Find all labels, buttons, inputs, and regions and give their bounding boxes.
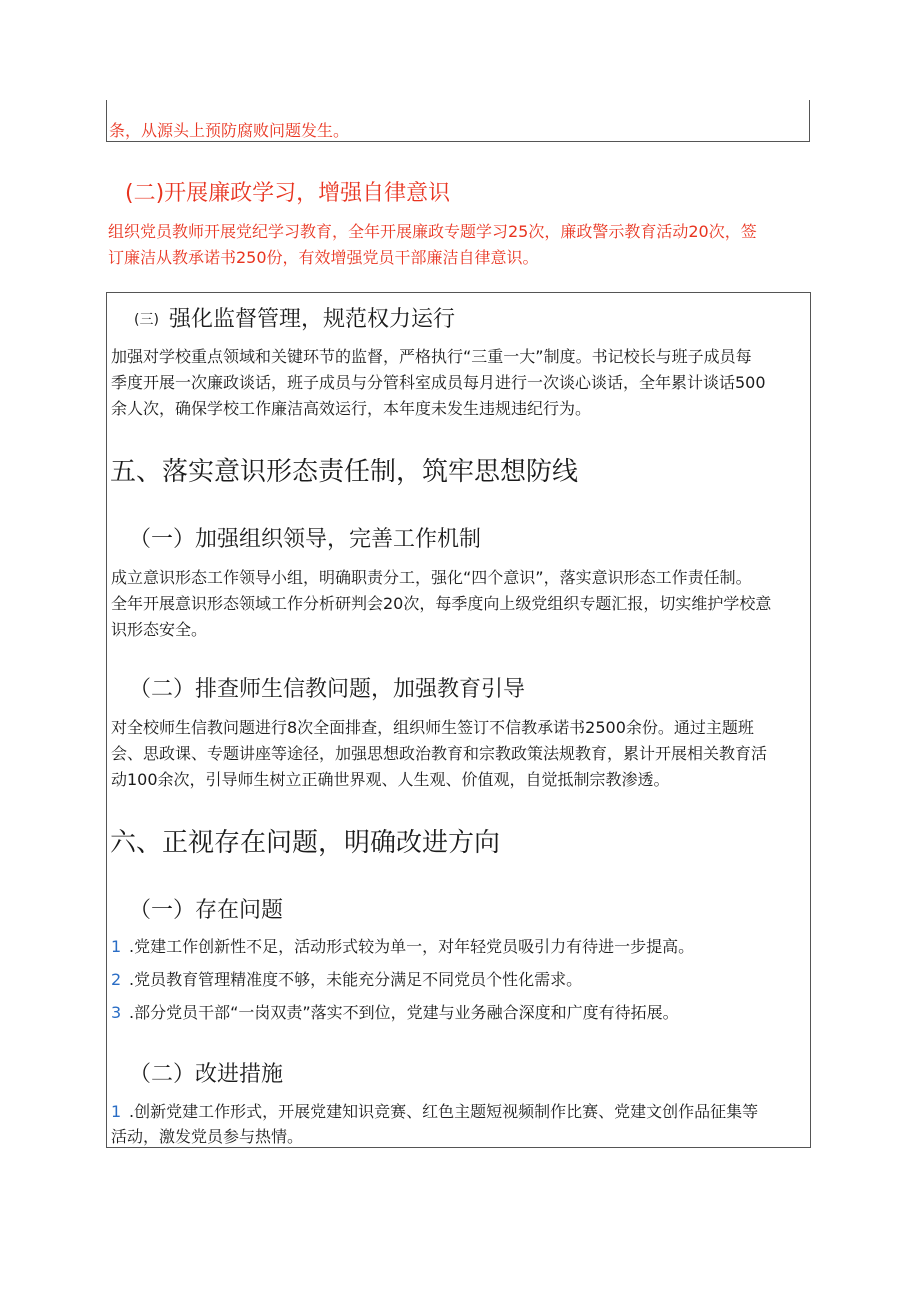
section-number-mark: (三) [134, 312, 159, 328]
list-text-continuation: 活动，激发党员参与热情。 [111, 1127, 304, 1146]
paragraph-line: 识形态安全。 [111, 620, 208, 639]
paragraph-line: 组织党员教师开展党纪学习教育，全年开展廉政专题学习25次，廉政警示教育活动20次，签 [108, 222, 757, 241]
paragraph-line: 季度开展一次廉政谈话，班子成员与分管科室成员每月进行一次谈心谈话，全年累计谈话500 [111, 373, 766, 392]
subsection-heading: （二）改进措施 [129, 1062, 284, 1087]
section-heading-integrity-study: (二)开展廉政学习，增强自律意识 [125, 181, 451, 206]
paragraph-line: 余人次，确保学校工作廉洁高效运行，本年度未发生违规违纪行为。 [111, 399, 592, 418]
list-text: .党员教育管理精准度不够，未能充分满足不同党员个性化需求。 [129, 970, 583, 989]
main-table-cell [106, 292, 811, 1148]
paragraph-line: 成立意识形态工作领导小组，明确职责分工，强化“四个意识”，落实意识形态工作责任制。 [111, 568, 752, 587]
list-number: 2 [111, 970, 122, 989]
paragraph-line: 对全校师生信教问题进行8次全面排查，组织师生签订不信教承诺书2500余份。通过主题班 [111, 718, 754, 737]
list-number: 1 [111, 937, 122, 956]
section-heading-supervision: 强化监督管理，规范权力运行 [169, 307, 456, 332]
top-cell-text: 条，从源头上预防腐败问题发生。 [109, 121, 350, 140]
part-heading-problems: 六、正视存在问题，明确改进方向 [110, 828, 501, 858]
paragraph-line: 动100余次，引导师生树立正确世界观、人生观、价值观，自觉抵制宗教渗透。 [111, 770, 670, 789]
paragraph-line: 会、思政课、专题讲座等途径，加强思想政治教育和宗教政策法规教育，累计开展相关教育活 [111, 744, 768, 763]
top-table-cell [106, 100, 810, 142]
list-text: .创新党建工作形式，开展党建知识竞赛、红色主题短视频制作比赛、党建文创作品征集等 [129, 1102, 759, 1121]
part-heading-ideology: 五、落实意识形态责任制，筑牢思想防线 [110, 457, 579, 487]
subsection-heading: （一）存在问题 [129, 898, 284, 923]
paragraph-line: 订廉洁从教承诺书250份，有效增强党员干部廉洁自律意识。 [108, 248, 539, 267]
list-number: 1 [111, 1102, 122, 1121]
subsection-heading: （二）排查师生信教问题，加强教育引导 [129, 677, 526, 702]
list-text: .部分党员干部“一岗双责”落实不到位，党建与业务融合深度和广度有待拓展。 [129, 1003, 679, 1022]
list-text: .党建工作创新性不足，活动形式较为单一，对年轻党员吸引力有待进一步提高。 [129, 937, 695, 956]
subsection-heading: （一）加强组织领导，完善工作机制 [129, 527, 482, 552]
paragraph-line: 加强对学校重点领域和关键环节的监督，严格执行“三重一大”制度。书记校长与班子成员每 [111, 347, 752, 366]
paragraph-line: 全年开展意识形态领域工作分析研判会20次，每季度向上级党组织专题汇报，切实维护学校意 [111, 594, 772, 613]
list-number: 3 [111, 1003, 122, 1022]
